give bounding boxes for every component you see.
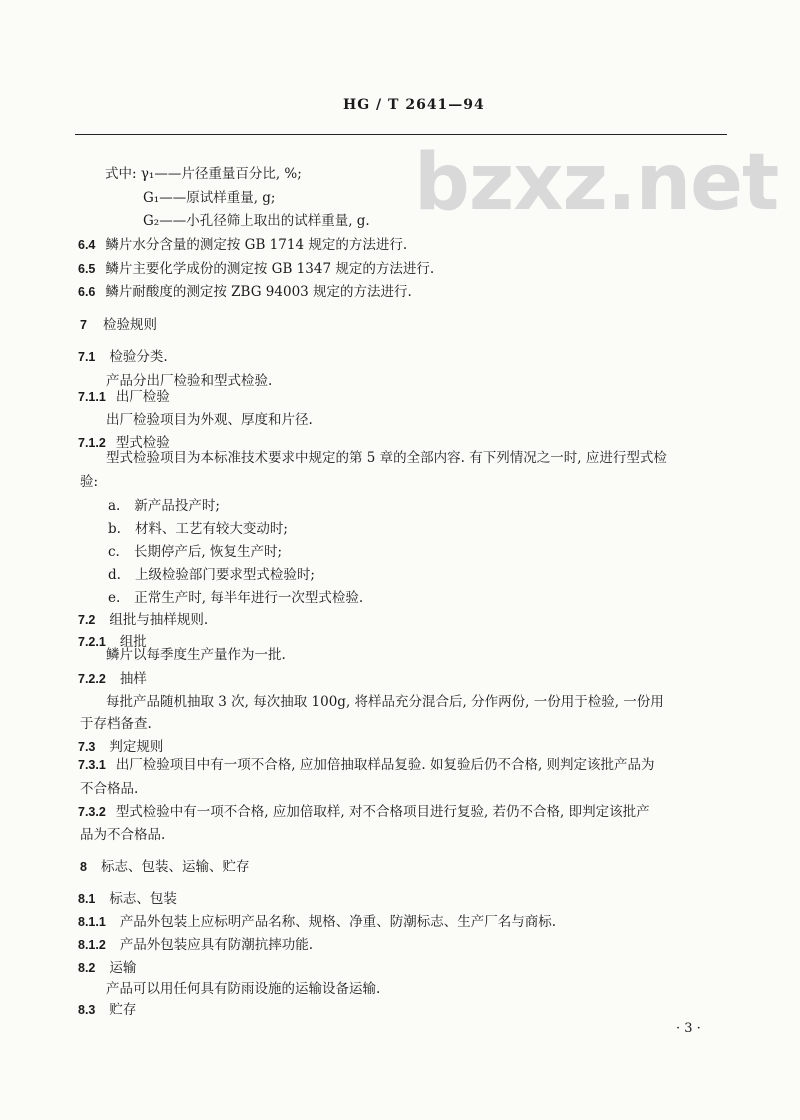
header-rule (75, 134, 727, 135)
clause-text: 产品外包装应具有防潮抗摔功能. (119, 937, 314, 953)
list-item (108, 586, 363, 606)
clause-text: 型式检验中有一项不合格, 应加倍取样, 对不合格项目进行复验, 若仍不合格, 即判定该批产 (115, 804, 650, 820)
list-text: 正常生产时, 每半年进行一次型式检验. (134, 590, 364, 606)
clause-8-1 (78, 887, 177, 907)
clause-7-3-1 (78, 753, 655, 773)
formula-where-line-1: 式中: γ₁——片径重量百分比, %; (105, 166, 302, 182)
clause-6-6 (78, 280, 412, 300)
clause-text: 检验分类. (109, 349, 168, 365)
clause-number: 7.3 (78, 740, 96, 754)
clause-number: 8.1.1 (78, 915, 106, 929)
chapter-7-heading (80, 313, 157, 333)
clause-8-1-1 (78, 910, 556, 930)
clause-7-3-1-line-2: 不合格品. (80, 781, 139, 797)
watermark: bzxz.net (414, 138, 779, 228)
clause-7-1-body: 产品分出厂检验和型式检验. (106, 373, 273, 389)
clause-text: 组批 (119, 634, 147, 650)
clause-text: 出厂检验项目中有一项不合格, 应加倍抽取样品复验. 如复验后仍不合格, 则判定该批产品为 (115, 757, 655, 773)
list-item (108, 563, 315, 583)
clause-8-2 (78, 956, 136, 976)
chapter-number: 7 (80, 318, 87, 332)
clause-text: 标志、包装 (109, 891, 177, 907)
clause-7-2-2-body-line-2: 于存档备查. (80, 716, 152, 732)
chapter-title: 检验规则 (102, 317, 157, 333)
clause-number: 8.1 (78, 892, 96, 906)
clause-number: 7.2 (78, 613, 96, 627)
clause-6-5 (78, 257, 434, 277)
clause-number: 7.1 (78, 350, 96, 364)
chapter-number: 8 (80, 860, 87, 874)
clause-text: 型式检验 (115, 435, 170, 451)
clause-number: 7.1.2 (78, 436, 106, 450)
clause-6-4 (78, 233, 407, 253)
clause-number: 7.2.2 (78, 672, 106, 686)
clause-8-1-2 (78, 933, 313, 953)
clause-number: 6.5 (78, 262, 96, 276)
page-number: · 3 · (676, 1021, 701, 1036)
clause-number: 7.3.1 (78, 758, 106, 772)
list-marker: e. (108, 590, 121, 606)
clause-text: 鳞片水分含量的测定按 GB 1714 规定的方法进行. (105, 237, 408, 253)
clause-text: 产品外包装上应标明产品名称、规格、净重、防潮标志、生产厂名与商标. (119, 914, 557, 930)
clause-text: 鳞片耐酸度的测定按 ZBG 94003 规定的方法进行. (105, 284, 412, 300)
formula-where-line-2: G₁——原试样重量, g; (143, 190, 276, 206)
standard-code-header: HG / T 2641—94 (343, 97, 485, 113)
clause-7-1-2-body-line-2: 验: (80, 474, 99, 490)
clause-7-2-2 (78, 667, 147, 687)
clause-7-3-2-line-2: 品为不合格品. (80, 827, 166, 843)
clause-number: 8.1.2 (78, 938, 106, 952)
clause-7-3-2 (78, 800, 650, 820)
clause-text: 鳞片主要化学成份的测定按 GB 1347 规定的方法进行. (105, 261, 435, 277)
clause-text: 组批与抽样规则. (109, 612, 209, 628)
clause-number: 8.3 (78, 1003, 96, 1017)
clause-text: 贮存 (109, 1002, 137, 1018)
list-text: 新产品投产时; (134, 498, 220, 514)
clause-number: 6.6 (78, 285, 96, 299)
clause-number: 7.2.1 (78, 635, 106, 649)
list-text: 长期停产后, 恢复生产时; (133, 544, 282, 560)
clause-8-3 (78, 998, 136, 1018)
list-text: 上级检验部门要求型式检验时; (134, 567, 315, 583)
list-item (108, 494, 220, 514)
clause-7-1-1 (78, 385, 170, 405)
clause-7-1-1-body: 出厂检验项目为外观、厚度和片径. (106, 412, 313, 428)
clause-8-2-body: 产品可以用任何具有防雨设施的运输设备运输. (106, 981, 381, 997)
clause-text: 抽样 (119, 671, 147, 687)
clause-number: 7.1.1 (78, 390, 106, 404)
formula-where-line-3: G₂——小孔径筛上取出的试样重量, g. (143, 213, 370, 229)
clause-7-1-2-body-line-1: 型式检验项目为本标准技术要求中规定的第 5 章的全部内容. 有下列情况之一时, 应进行型式检 (106, 450, 667, 466)
list-marker: b. (108, 521, 121, 537)
list-item (108, 517, 288, 537)
clause-text: 出厂检验 (115, 389, 170, 405)
clause-number: 8.2 (78, 961, 96, 975)
list-item (108, 540, 282, 560)
chapter-8-heading (80, 855, 249, 875)
list-marker: d. (108, 567, 121, 583)
chapter-title: 标志、包装、运输、贮存 (100, 859, 250, 875)
clause-text: 判定规则 (109, 739, 164, 755)
clause-7-3 (78, 735, 163, 755)
clause-7-1 (78, 345, 168, 365)
list-text: 材料、工艺有较大变动时; (134, 521, 288, 537)
clause-number: 6.4 (78, 238, 96, 252)
clause-7-2-1-body: 鳞片以每季度生产量作为一批. (106, 647, 286, 663)
list-marker: c. (108, 544, 120, 560)
list-marker: a. (108, 498, 121, 514)
clause-text: 运输 (109, 960, 137, 976)
clause-7-2 (78, 608, 208, 628)
clause-number: 7.3.2 (78, 805, 106, 819)
clause-7-2-2-body-line-1: 每批产品随机抽取 3 次, 每次抽取 100g, 将样品充分混合后, 分作两份, 一份用于检验, 一份用 (106, 694, 664, 710)
